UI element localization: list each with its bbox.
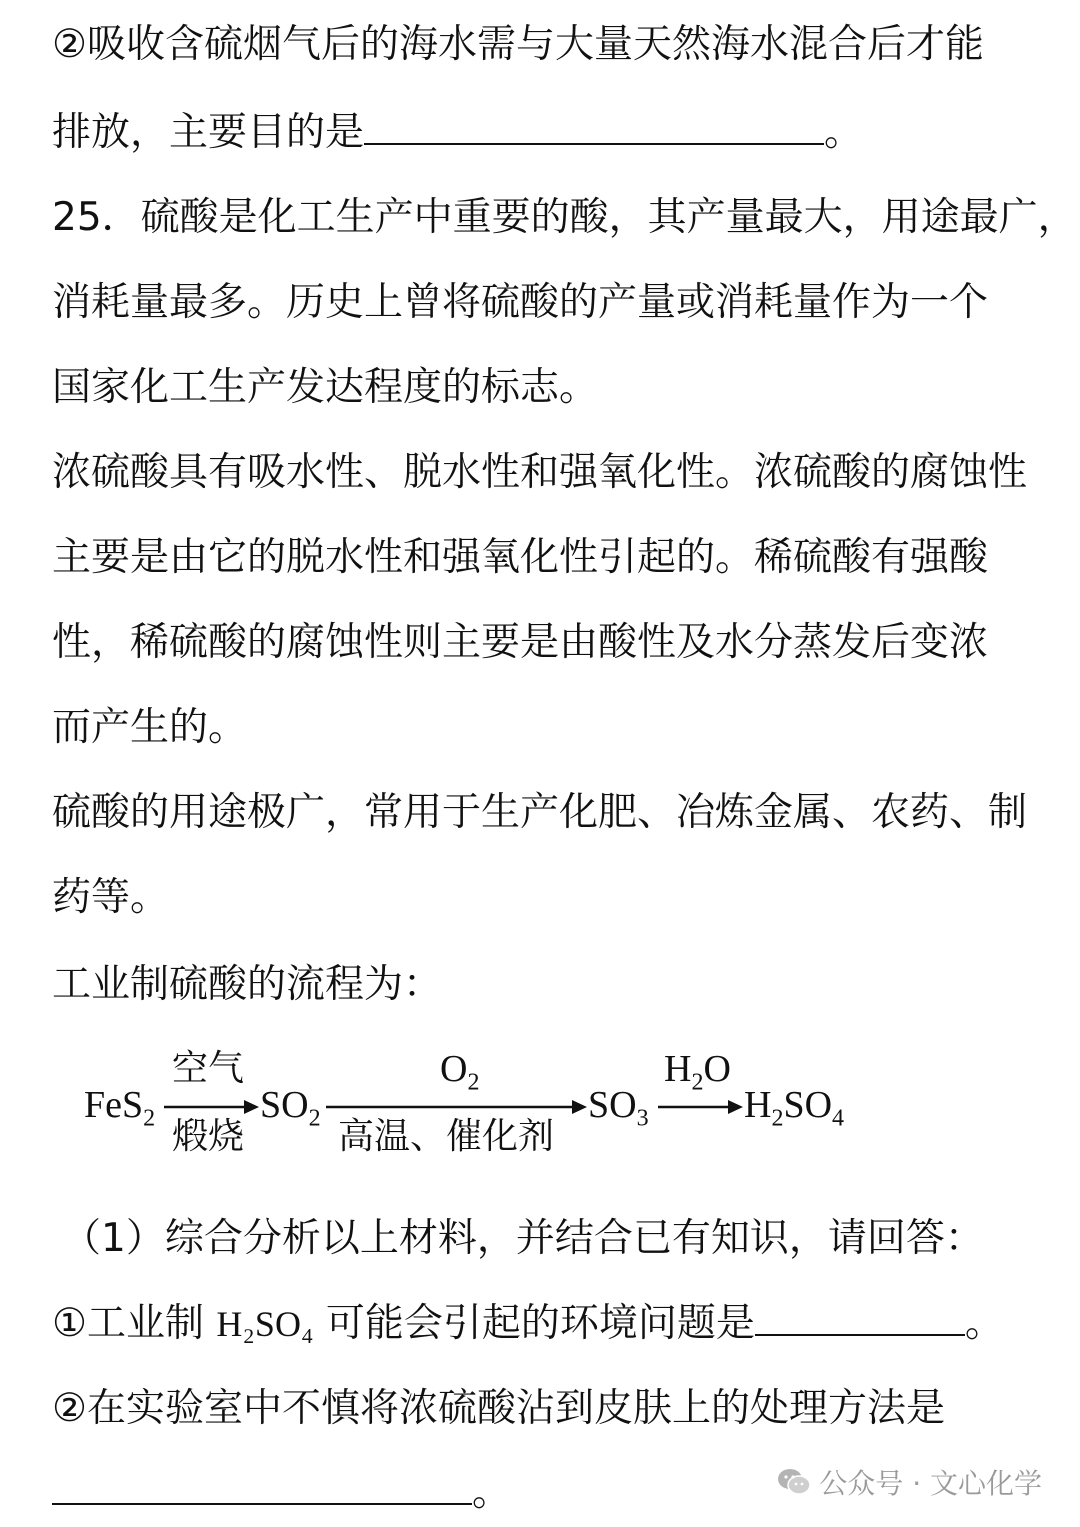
step1-condition-bottom: 煅烧 xyxy=(172,1116,245,1157)
text-line-7: 主要是由它的脱水性和强氧化性引起的。稀硫酸有强酸 xyxy=(52,535,989,580)
question-1-part-2: ②在实验室中不慎将浓硫酸沾到皮肤上的处理方法是 xyxy=(52,1386,945,1431)
text-line-1: ②吸收含硫烟气后的海水需与大量天然海水混合后才能 xyxy=(52,22,984,67)
watermark xyxy=(777,1462,1042,1503)
question-1-part-2-answer xyxy=(52,1468,511,1518)
question-1: （1）综合分析以上材料，并结合已有知识，请回答： xyxy=(62,1216,984,1261)
answer-blank[interactable] xyxy=(52,1469,472,1505)
so2-formula: $SO_2$ xyxy=(260,1084,321,1132)
period: 。 xyxy=(824,110,864,155)
step3-condition-top: $H_2O$ xyxy=(664,1048,731,1096)
answer-blank[interactable] xyxy=(755,1300,965,1336)
arrow-2-icon xyxy=(326,1097,588,1117)
arrow-1-icon xyxy=(164,1097,260,1117)
sulfuric-acid-flow-diagram xyxy=(80,1045,880,1175)
step2-condition-bottom: 高温、催化剂 xyxy=(338,1116,555,1157)
arrow-3-icon xyxy=(658,1097,744,1117)
text-line-5: 国家化工生产发达程度的标志。 xyxy=(52,365,599,410)
text-line-6: 浓硫酸具有吸水性、脱水性和强氧化性。浓硫酸的腐蚀性 xyxy=(52,450,1028,495)
h2so4-formula: $H_2SO_4$ xyxy=(744,1084,845,1132)
h2so4-inline-formula: H₂SO₄ xyxy=(216,1304,314,1344)
text-line-4: 消耗量最多。历史上曾将硫酸的产量或消耗量作为一个 xyxy=(52,280,989,325)
watermark-text: 公众号 · 文心化学 xyxy=(819,1467,1042,1500)
question-prefix: ①工业制 xyxy=(52,1301,204,1346)
text-line-2 xyxy=(52,108,863,158)
period: 。 xyxy=(964,1301,1004,1346)
question-text: 排放，主要目的是 xyxy=(52,110,365,155)
answer-blank[interactable] xyxy=(364,109,824,145)
step2-condition-top: $O_2$ xyxy=(440,1048,480,1096)
question-suffix: 可能会引起的环境问题是 xyxy=(325,1301,755,1346)
period: 。 xyxy=(472,1470,512,1515)
wechat-icon xyxy=(777,1468,811,1503)
text-line-11: 药等。 xyxy=(52,875,170,920)
text-line-9: 而产生的。 xyxy=(52,705,248,750)
step1-condition-top: 空气 xyxy=(172,1048,245,1089)
text-line-10: 硫酸的用途极广，常用于生产化肥、冶炼金属、农药、制 xyxy=(52,790,1028,835)
fes2-formula: FeS$_2$ xyxy=(84,1084,156,1132)
question-1-part-1 xyxy=(52,1299,1004,1349)
text-line-3: 25．硫酸是化工生产中重要的酸，其产量最大，用途最广， xyxy=(52,195,1077,240)
so3-formula: $SO_3$ xyxy=(588,1084,649,1132)
text-line-12: 工业制硫酸的流程为： xyxy=(52,962,443,1007)
text-line-8: 性，稀硫酸的腐蚀性则主要是由酸性及水分蒸发后变浓 xyxy=(52,620,989,665)
